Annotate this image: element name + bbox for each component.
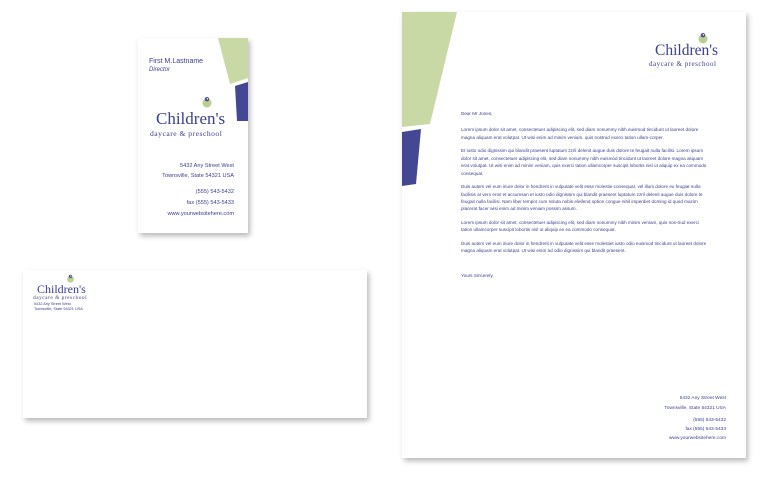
letter-footer-fax: fax (555) 543-5433 [685, 427, 726, 432]
letter-footer-phone: (555) 543-5432 [693, 418, 726, 423]
card-person-title: Director [149, 67, 171, 73]
letterhead [402, 12, 746, 458]
letter-paragraph: Lorem ipsum dolor sit amet, consectetuer adipiscing elit, sed diam nonummy nibh minim veniam, quis nos-trud exerci tation ullamcorper suscipit lobortis nisl ut aliquip ex ea commodo consequat. [461, 220, 699, 233]
card-address-line2: Townsville, State 54321 USA [162, 173, 234, 179]
letter-body [461, 110, 707, 285]
letter-footer-address-line1: 5432 Any Street West [679, 396, 726, 401]
letter-logo-tagline: daycare & preschool [649, 60, 717, 68]
letter-paragraph: Duis autem vel eum iriure dolor in hendrerit in vulputate velit esse molestie consequat, vel illum dolore eu feugiat nulla facilisis at vero eros et accumsan et iusto odio dignissim qui blandit praesent luptatum zzril delenit augue duis dolore te feugait nulla facilisi. Nam liber tempor cum soluta nobis eleifend option congue nihil imperdiet doming id quod mazim placerat facer wisi enim ad minim veniam possim assum. [461, 184, 703, 212]
envelope-address-line1: 5432 Any Street West [34, 302, 71, 306]
card-logo-tagline: daycare & preschool [150, 129, 223, 138]
letter-footer-address-line2: Townsville, State 54321 USA [664, 406, 726, 411]
card-logo-title: Children's [156, 109, 226, 128]
letter-closing: Yours Sincerely, [461, 272, 494, 278]
card-phone: (555) 543-5432 [195, 189, 234, 195]
card-address-line1: 5432 Any Street West [179, 163, 234, 169]
envelope-logo-title: Children's [37, 282, 86, 296]
letter-paragraph: Lorem ipsum dolor sit amet, consectetuer adipiscing elit, sed diam nonummy nibh euismod tincidunt ut laoreet dolore magna aliquam erat volutpat. Ut wisi enim ad minim veniam, quis nostrud exerci tation ullam-corper. [461, 127, 699, 140]
card-website: www.yourwebsitehere.com [167, 211, 234, 217]
envelope-address-line2: Townsville, State 54321 USA [34, 307, 83, 311]
letter-salutation: Dear Mr Jones, [461, 111, 493, 116]
envelope-logo-tagline: daycare & preschool [33, 295, 88, 301]
card-fax: fax (555) 543-5433 [186, 200, 234, 206]
letter-paragraph: Duis autem vel eum iriure dolor in hendrerit in vulputate velit esse molestiet iusto odio euismod tincidunt ut laoreet dolore magna aliquam erat volutpat. Ut wisi enim ad odio dignissim qui blandit praesent. [461, 241, 707, 254]
letter-paragraph: Et iusto odio dignissim qui blandit praesent luptatum zzril delenit augue duis dolore te feugait nulla facilisi. Lorem ipsum dolor sit amet, consectetuer adipiscing elit, sed diam nonummy nibh euismod tincidunt ut laoreet dolore magna aliquam erat volutpat. Ut wisi enim ad minim veniam, quis exerci tation ullamcorper suscipit lobortis nisl ut aliquip ex ea commodo consequat. [461, 148, 707, 176]
envelope [23, 270, 367, 418]
card-person-name: First M.Lastname [149, 58, 204, 65]
letter-footer-website: www.yourwebsitehere.com [668, 436, 726, 441]
business-card [138, 38, 248, 233]
letter-logo-title: Children's [655, 42, 719, 59]
letterhead-decoration [402, 12, 462, 192]
logo-icon [201, 96, 213, 108]
